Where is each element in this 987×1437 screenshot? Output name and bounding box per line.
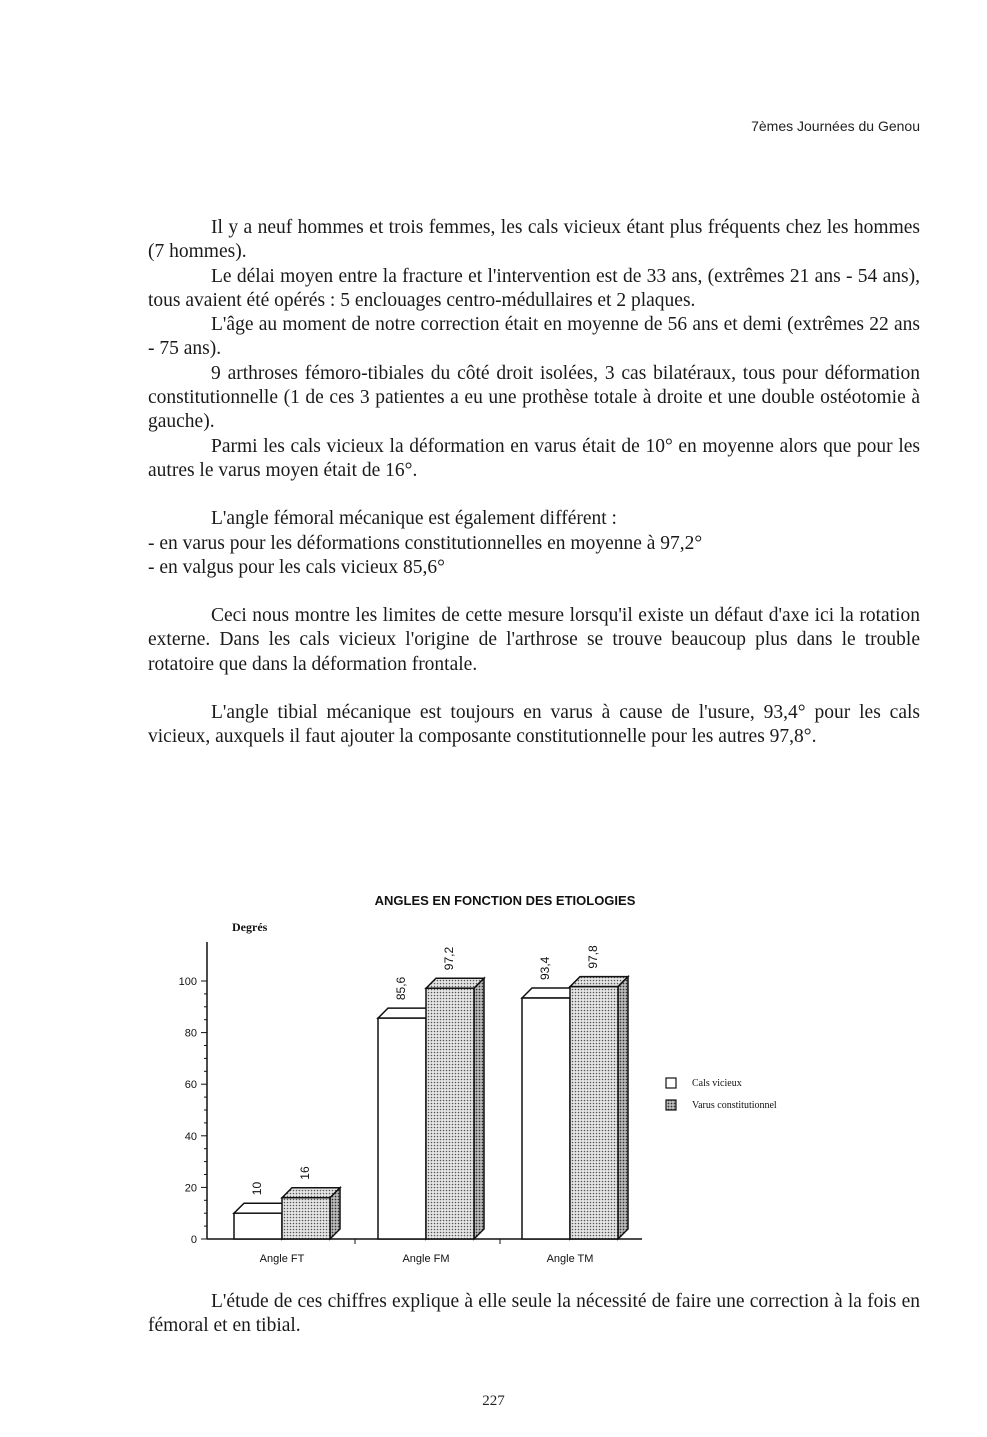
bar-side-face bbox=[330, 1188, 340, 1239]
paragraph: 9 arthroses fémoro-tibiales du côté droit isolées, 3 cas bilatéraux, tous pour déformation constitutionnelle (1 de ces 3 patientes a eu une prothèse totale à droite et une double ostéotomie à gauche). bbox=[148, 362, 920, 433]
chart-svg bbox=[160, 880, 860, 1280]
bar-front-face bbox=[570, 987, 618, 1239]
bar-chart bbox=[160, 880, 860, 1280]
bar-front-face bbox=[282, 1198, 330, 1239]
paragraph: - en valgus pour les cals vicieux 85,6° bbox=[148, 556, 445, 578]
paragraph-gap bbox=[148, 483, 920, 507]
paragraph-gap bbox=[148, 580, 920, 604]
x-tick-label: Angle FM bbox=[402, 1253, 450, 1265]
bar-front-face bbox=[234, 1213, 282, 1239]
bar bbox=[282, 1166, 340, 1239]
chart-bars bbox=[234, 945, 628, 1239]
y-tick-label: 0 bbox=[190, 1234, 197, 1246]
bar bbox=[570, 945, 628, 1239]
legend-label: Cals vicieux bbox=[692, 1078, 742, 1089]
bar-side-face bbox=[618, 977, 628, 1239]
closing-paragraph bbox=[148, 1290, 920, 1339]
legend-swatch bbox=[666, 1078, 676, 1088]
x-tick-label: Angle TM bbox=[546, 1253, 594, 1265]
y-axis-label: Degrés bbox=[232, 920, 268, 934]
paragraph: Le délai moyen entre la fracture et l'intervention est de 33 ans, (extrêmes 21 ans - 54 ans), tous avaient été opérés : 5 enclouages centro-médullaires et 2 plaques. bbox=[148, 265, 920, 311]
bar-value-label: 97,2 bbox=[442, 946, 457, 971]
bar-value-label: 93,4 bbox=[538, 956, 553, 981]
y-tick-label: 40 bbox=[184, 1130, 197, 1143]
paragraph: L'angle fémoral mécanique est également différent : bbox=[211, 508, 617, 530]
bar bbox=[426, 947, 484, 1239]
bar-value-label: 97,8 bbox=[586, 945, 601, 969]
body-text bbox=[148, 216, 920, 750]
paragraph-gap bbox=[148, 677, 920, 701]
chart-legend bbox=[666, 1078, 777, 1111]
paragraph: Il y a neuf hommes et trois femmes, les cals vicieux étant plus fréquents chez les hommes (7 hommes). bbox=[148, 217, 920, 263]
paragraph: Ceci nous montre les limites de cette mesure lorsqu'il existe un défaut d'axe ici la rotation externe. Dans les cals vicieux l'origine de l'arthrose se trouve beaucoup plus dans le trouble rotatoire que dans la déformation frontale. bbox=[148, 605, 920, 675]
y-tick-label: 60 bbox=[184, 1079, 197, 1092]
bar-value-label: 16 bbox=[298, 1166, 313, 1180]
x-tick-label: Angle FT bbox=[259, 1253, 305, 1265]
closing-text: L'étude de ces chiffres explique à elle seule la nécessité de faire une correction à la fois en fémoral et en tibial. bbox=[148, 1291, 920, 1337]
legend-swatch bbox=[666, 1100, 676, 1110]
bar-front-face bbox=[426, 988, 474, 1239]
page-number: 227 bbox=[482, 1393, 505, 1409]
paragraph: Parmi les cals vicieux la déformation en varus était de 10° en moyenne alors que pour les autres le varus moyen était de 16°. bbox=[148, 435, 920, 481]
bar-side-face bbox=[474, 978, 484, 1239]
paragraph: L'âge au moment de notre correction était en moyenne de 56 ans et demi (extrêmes 22 ans - 75 ans). bbox=[148, 314, 920, 360]
legend-label: Varus constitutionnel bbox=[692, 1100, 777, 1111]
bar-value-label: 85,6 bbox=[394, 976, 409, 1001]
paragraph: L'angle tibial mécanique est toujours en varus à cause de l'usure, 93,4° pour les cals vicieux, auxquels il faut ajouter la composante constitutionnelle pour les autres 97,8°. bbox=[148, 702, 920, 748]
bar-value-label: 10 bbox=[250, 1181, 265, 1196]
paragraph: - en varus pour les déformations constitutionnelles en moyenne à 97,2° bbox=[148, 532, 703, 554]
y-tick-label: 20 bbox=[184, 1182, 197, 1195]
bar-front-face bbox=[522, 998, 570, 1239]
chart-title: ANGLES EN FONCTION DES ETIOLOGIES bbox=[374, 893, 636, 908]
y-tick-label: 80 bbox=[184, 1027, 197, 1040]
y-tick-label: 100 bbox=[178, 976, 197, 988]
bar-front-face bbox=[378, 1018, 426, 1239]
running-head: 7èmes Journées du Genou bbox=[751, 118, 920, 134]
